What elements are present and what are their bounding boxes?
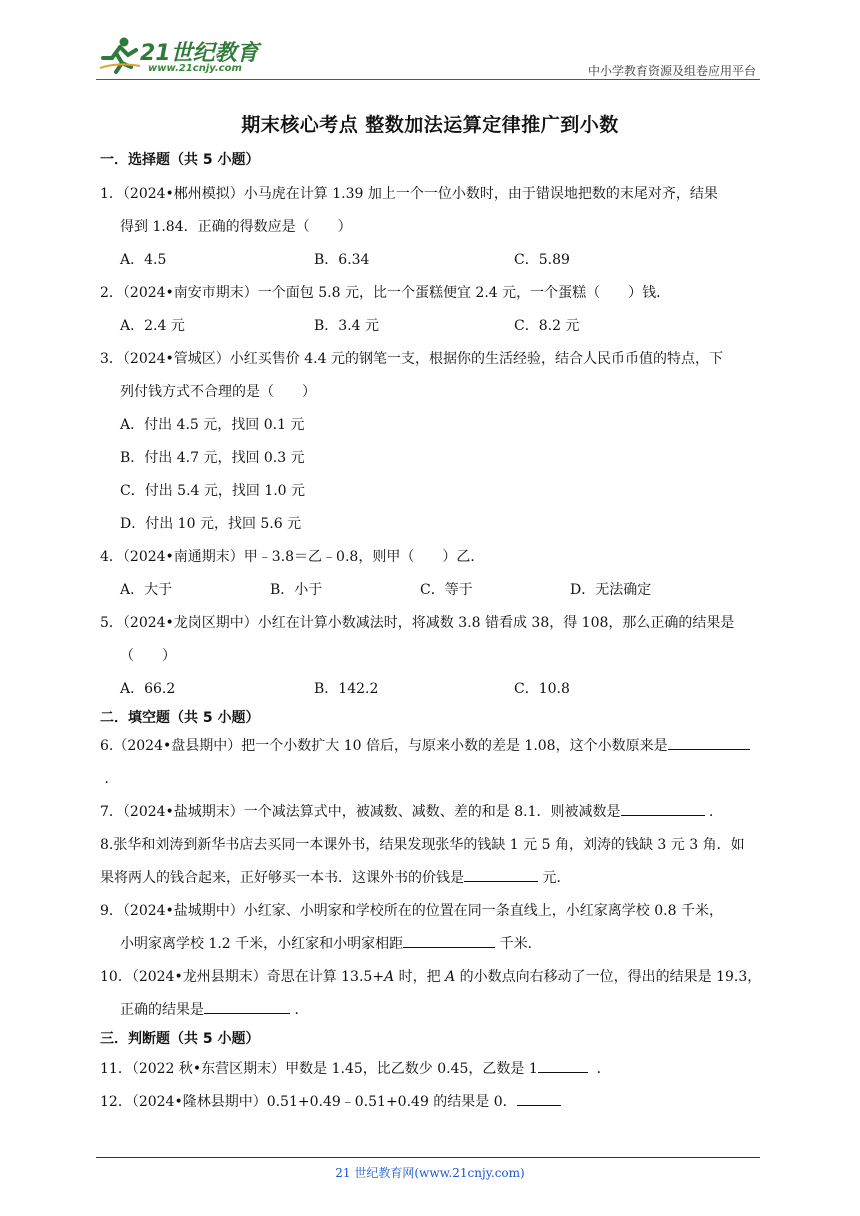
question-text: 得到 1.84．正确的得数应是（ ）: [120, 219, 352, 235]
site-logo[interactable]: [96, 34, 266, 78]
footer-link[interactable]: 21 世纪教育网(www.21cnjy.com): [335, 1166, 525, 1180]
question-text: 1．（2024•郴州模拟）小马虎在计算 1.39 加上一个一位小数时，由于错误地把数的末尾对齐，结果: [100, 186, 718, 202]
variable-a: A: [445, 969, 456, 985]
question-text: 8.张华和刘涛到新华书店去买同一本课外书，结果发现张华的钱缺 1 元 5 角，刘涛的钱缺 3 元 3 角．如: [100, 837, 745, 853]
option-a[interactable]: A．付出 4.5 元，找回 0.1 元: [120, 417, 305, 433]
question-4: [100, 541, 764, 574]
question-text: ．: [596, 1061, 611, 1077]
answer-blank[interactable]: [668, 735, 750, 750]
header-divider: [96, 79, 760, 80]
option-a[interactable]: A．4.5: [120, 252, 167, 268]
section-heading-fill: 二．填空题（共 5 小题）: [100, 710, 260, 726]
question-text: 10．（2024•龙州县期末）奇思在计算 13.5+: [100, 969, 385, 985]
options-row: [100, 574, 764, 607]
question-6: [100, 730, 764, 796]
question-7: [100, 796, 764, 829]
option-c[interactable]: C．付出 5.4 元，找回 1.0 元: [120, 483, 306, 499]
answer-blank[interactable]: [204, 999, 290, 1014]
question-text: 正确的结果是: [120, 1002, 204, 1018]
question-text: 5．（2024•龙岗区期中）小红在计算小数减法时，将减数 3.8 错看成 38，得 108，那么正确的结果是: [100, 615, 735, 631]
option-b[interactable]: B．3.4 元: [314, 318, 380, 334]
logo-url: www.21cnjy.com: [148, 63, 242, 74]
answer-blank[interactable]: [621, 801, 705, 816]
question-text: 列付钱方式不合理的是（ ）: [120, 384, 316, 400]
option-d[interactable]: D．无法确定: [570, 582, 652, 598]
question-text: 小明家离学校 1.2 千米，小红家和小明家相距: [120, 936, 404, 952]
question-3: [100, 343, 764, 409]
section-heading-choice: 一．选择题（共 5 小题）: [100, 152, 260, 168]
question-text: 3．（2024•管城区）小红买售价 4.4 元的钢笔一支，根据你的生活经验，结合人民币币值的特点，下: [100, 351, 723, 367]
answer-blank[interactable]: [517, 1091, 561, 1106]
question-text: 时，把: [394, 969, 446, 985]
question-text: ．: [294, 1002, 309, 1018]
options-row: [100, 244, 764, 277]
question-text: 9．（2024•盐城期中）小红家、小明家和学校所在的位置在同一条直线上，小红家离学校 0.8 千米，: [100, 903, 723, 919]
page-header: [96, 34, 760, 82]
question-12: [100, 1086, 764, 1119]
platform-name: 中小学教育资源及组卷应用平台: [587, 64, 756, 78]
question-10: [100, 961, 764, 1027]
question-2: [100, 277, 764, 310]
section-heading-judge: 三．判断题（共 5 小题）: [100, 1031, 260, 1047]
options-row: [100, 310, 764, 343]
question-11: [100, 1053, 764, 1086]
runner-logo-icon: [98, 36, 142, 76]
question-text: ．: [104, 771, 119, 787]
question-text: 12．（2024•隆林县期中）0.51+0.49﹣0.51+0.49 的结果是 0．: [100, 1094, 517, 1110]
question-8: [100, 829, 764, 895]
option-b[interactable]: B．小于: [270, 582, 323, 598]
question-text: 6.（2024•盘县期中）把一个小数扩大 10 倍后，与原来小数的差是 1.08，这个小数原来是: [100, 738, 668, 754]
variable-a: A: [384, 969, 395, 985]
options-row: [100, 673, 764, 706]
answer-blank[interactable]: [403, 933, 495, 948]
question-text: 元．: [542, 870, 571, 886]
question-text: 的小数点向右移动了一位，得出的结果是 19.3，: [455, 969, 762, 985]
option-c[interactable]: C．等于: [420, 582, 473, 598]
option-a[interactable]: A．66.2: [120, 681, 176, 697]
page-title: 期末核心考点 整数加法运算定律推广到小数: [241, 114, 619, 136]
question-text: 果将两人的钱合起来，正好够买一本书．这课外书的价钱是: [100, 870, 464, 886]
option-b[interactable]: B．142.2: [314, 681, 379, 697]
answer-blank[interactable]: [538, 1058, 588, 1073]
question-text: 4．（2024•南通期末）甲﹣3.8＝乙﹣0.8，则甲（ ）乙．: [100, 549, 485, 565]
option-c[interactable]: C．5.89: [514, 252, 570, 268]
question-1: [100, 178, 764, 244]
question-9: [100, 895, 764, 961]
logo-text: 21世纪教育: [140, 41, 259, 66]
option-a[interactable]: A．大于: [120, 582, 173, 598]
option-c[interactable]: C．8.2 元: [514, 318, 580, 334]
option-d[interactable]: D．付出 10 元，找回 5.6 元: [120, 516, 302, 532]
question-text: 千米．: [499, 936, 542, 952]
answer-blank[interactable]: [464, 867, 538, 882]
question-5: [100, 607, 764, 673]
question-text: （ ）: [120, 648, 176, 664]
footer-divider: [96, 1157, 760, 1158]
worksheet-content: [100, 150, 764, 1119]
question-text: 11．（2022 秋•东营区期末）甲数是 1.45，比乙数少 0.45，乙数是 1: [100, 1061, 538, 1077]
question-text: ．: [708, 804, 723, 820]
option-c[interactable]: C．10.8: [514, 681, 570, 697]
option-b[interactable]: B．付出 4.7 元，找回 0.3 元: [120, 450, 305, 466]
option-b[interactable]: B．6.34: [314, 252, 370, 268]
question-text: 2．（2024•南安市期末）一个面包 5.8 元，比一个蛋糕便宜 2.4 元，一个蛋糕（ ）钱．: [100, 285, 671, 301]
option-a[interactable]: A．2.4 元: [120, 318, 185, 334]
question-text: 7．（2024•盐城期末）一个减法算式中，被减数、减数、差的和是 8.1．则被减数是: [100, 804, 621, 820]
